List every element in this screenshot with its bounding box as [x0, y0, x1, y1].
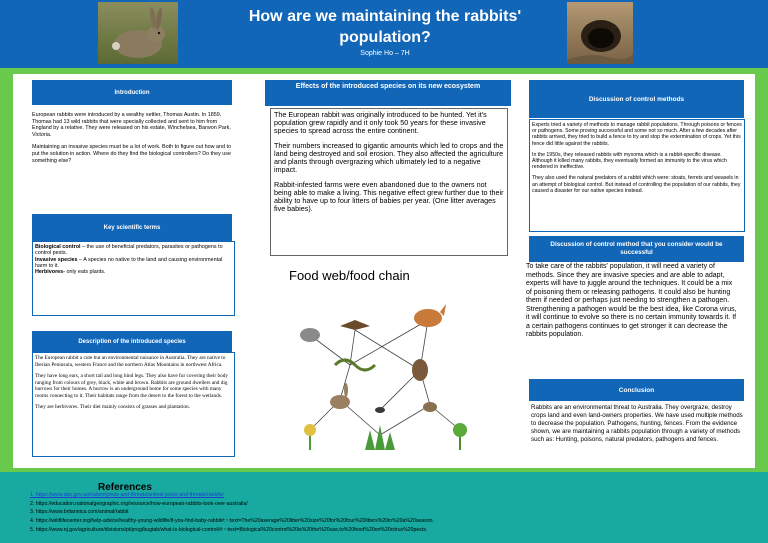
foodweb-diagram: [280, 290, 490, 460]
mouse-icon: [423, 402, 437, 412]
foodweb-title: Food web/food chain: [289, 268, 410, 283]
term-item: [35, 244, 232, 257]
reference-item: 3. https://www.britannica.com/animal/rabbit: [30, 509, 129, 516]
term-item: [35, 257, 232, 270]
effects-paragraph: The European rabbit was originally introduced to be hunted. Yet it's population grew rapidly and it only took 50 years for these invasive species to spread across the entire continent.: [274, 110, 487, 135]
rabbit-icon: [330, 383, 350, 409]
plant-icon: [453, 423, 467, 450]
snake-icon: [335, 360, 375, 370]
flower-icon: [304, 424, 316, 450]
control-paragraph: Experts tried a variety of methods to manage rabbit populations. Through poisons or fences or pathogens. Some proving successful and some not so much. After a few decades after rabbits arrived, they tried to build a fence to try and stop the extermination of crops. Yet this fence did little against the rabbits.: [532, 122, 742, 147]
term-definition: – the use of beneficial predators, parasites or pathogens to control pests.: [35, 244, 223, 257]
consider-heading: Discussion of control method that you consider would be successful: [529, 236, 744, 262]
effects-paragraph: Their numbers increased to gigantic amounts which led to crops and the land being destroyed and soil erosion. They also affected the agriculture and plants through overgrazing which ultimately led to a negative impact.: [274, 141, 504, 174]
control-paragraph: In the 1950s, they released rabbits with myxoma which is a rabbit-specific disease. Although it killed many rabbits, they eventually formed an immunity to the virus which rendered in ineffective.: [532, 151, 727, 171]
term-definition: – A species no native to the land and causing environmental harm to it.: [35, 256, 223, 269]
description-paragraph: They are herbivores. Their diet mainly consists of grasses and plantation.: [35, 404, 190, 410]
author-name: Sophie Ho – 7H: [360, 50, 410, 57]
cat-icon: [300, 328, 320, 342]
intro-paragraph: Maintaining an invasive species must be a lot of work. Both to figure out how and to put the solution in action. Where do they find the biological controllers? Do they use something else?: [32, 144, 231, 164]
term-label: Herbivores-: [35, 269, 65, 276]
fox-icon: [414, 304, 446, 327]
description-heading: Description of the introduced species: [32, 331, 232, 353]
owl-icon: [412, 359, 428, 381]
references-list: [30, 491, 750, 535]
rabbit-photo: [98, 2, 178, 64]
hawk-icon: [340, 320, 370, 330]
burrow-photo: [567, 2, 633, 64]
effects-text: [270, 108, 508, 256]
description-paragraph: They have long ears, a short tail and long hind legs. They also have fur covering their body ranging from colours of grey, black, white and brown. Rabbits are ground dwellers and dig burrows for their homes. A burrow is an underground home for some species with many rooms connecting to it. Their habitats range from the desert to the forest to the wetlands.: [35, 373, 229, 399]
insect-icon: [375, 407, 385, 413]
terms-text: [32, 241, 235, 316]
control-heading: Discussion of control methods: [529, 80, 744, 118]
term-definition: only eats plants.: [64, 269, 106, 276]
reference-item: 4. https://wildlifecenter.org/help-advice/healthy-young-wildlife/if-you-find-baby-rabbit#:~:text=The%20average%20litter%20size%20for%20four%20litters%20in%20a%20season.: [30, 518, 434, 525]
control-text: [529, 119, 745, 232]
intro-paragraph: European rabbits were introduced by a wealthy settler, Thomas Austin. In 1859, Thomas had 13 wild rabbits that were specially collected and sent to him from England by a relative. They were released on his estate, Winchelsea, Barwon Park, Victoria.: [32, 112, 231, 138]
terms-heading: Key scientific terms: [32, 214, 232, 241]
term-label: Invasive species: [35, 256, 78, 263]
reference-item: 5. https://www.nj.gov/agriculture/divisions/pi/prog/bugtab/what-is-biological-control/#:~:text=Biological%20control%20is%20the%20use,to%20feed%20on%20citrus%20pests.: [30, 526, 428, 533]
term-label: Biological control: [35, 244, 81, 250]
effects-paragraph: Rabbit-infested farms were even abandoned due to the owners not being able to make a living. This negative effect grew further due to their ability to have up to four litters of babies per year. (One litter averages five babies).: [274, 180, 504, 213]
reference-link[interactable]: 1. https://www.dac.gov.au/nature/pests-and-threats/animal-pests-and-threats/rabbits/: [30, 492, 224, 498]
reference-item: 2. https://education.nationalgeographic.org/resource/how-european-rabbits-took-over-australia/: [30, 500, 248, 507]
intro-text: [32, 112, 235, 204]
intro-heading: Introduction: [32, 80, 232, 105]
consider-text: To take care of the rabbits' population, it will need a variety of methods. Since they are invasive species and are able to adapt, experts will have to juggle around the techniques. It could be a mix of poisoning them or releasing pathogens. It could also be hunting them if needed or perhaps just needing to strengthen a pathogen. Strengthening a pathogen would be the best idea, like Corona virus, it will continue to evolve so there is no certain immunity towards it. If a certain pathogens continues to get stronger it can decrease the rabbits population.: [526, 263, 737, 338]
description-text: [32, 352, 235, 457]
references-title: References: [98, 482, 152, 493]
effects-heading: Effects of the introduced species on its new ecosystem: [265, 80, 511, 106]
description-paragraph: The European rabbit a cute but an environmental nuisance in Australia. They are native to Iberian Peninsula, western France and the northern Atlas Mountains in northwest Africa.: [35, 355, 226, 368]
control-paragraph: They also used the natural predators of a rabbit which were: stoats, ferrets and weasels in an attempt of biological control. But instead of controlling the population of our rabbits, they caused a disaster for our native species instead.: [532, 175, 741, 194]
conclusion-heading: Conclusion: [529, 379, 744, 401]
conclusion-text: Rabbits are an environmental threat to Australia. They overgraze, destroy crops land and even land-owners properties. We have used multiple methods to decrease the population. Pathogens, hunting, fences. From the evidence shown, we are maintaining a rabbits population through a variety of methods such as: Hunting, poisons, natural predators, pathogens and fences.: [531, 404, 743, 444]
poster-title: How are we maintaining the rabbits' population?: [248, 8, 522, 46]
term-item: [35, 269, 232, 275]
